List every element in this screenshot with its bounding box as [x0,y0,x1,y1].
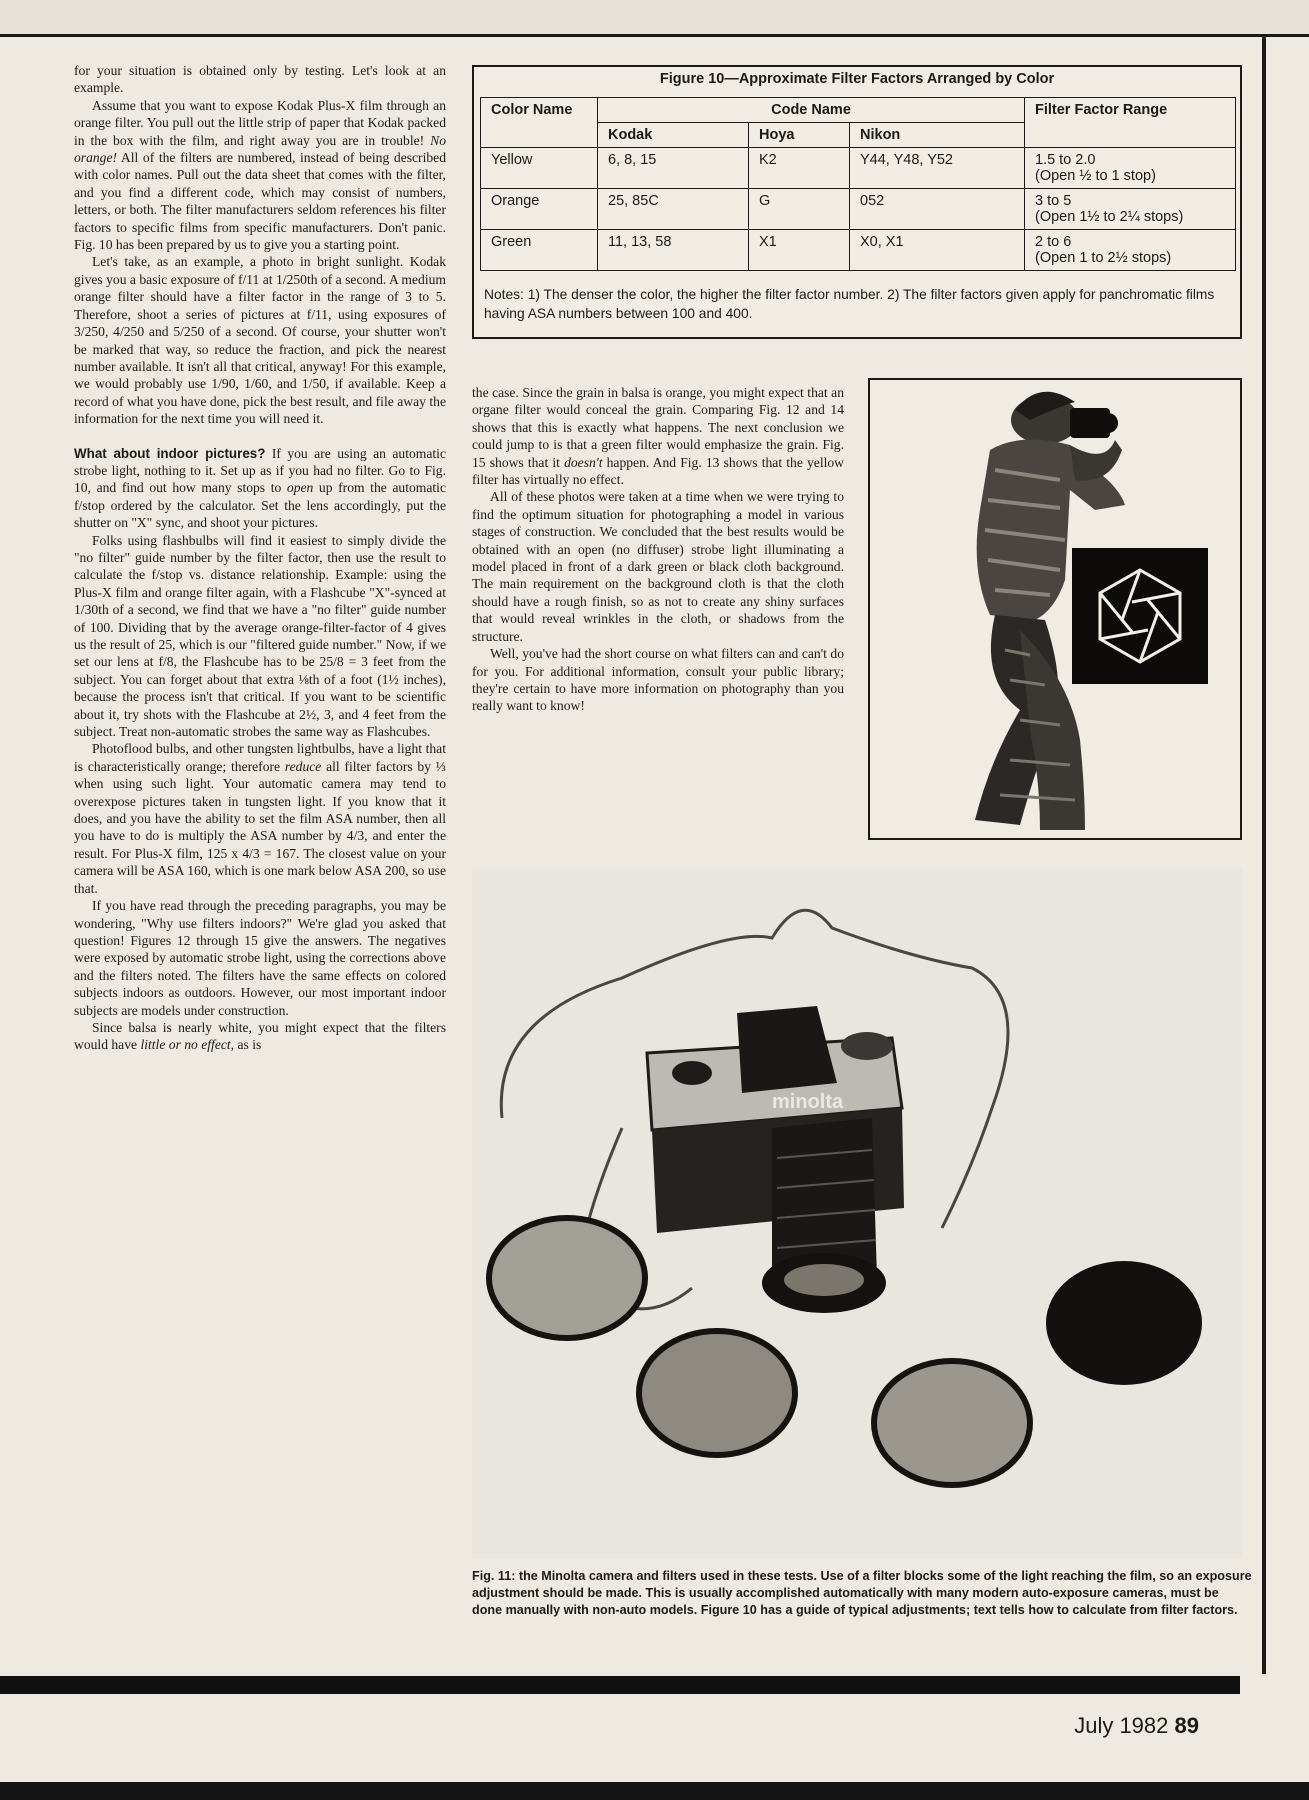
paragraph: Assume that you want to expose Kodak Plus-X film through an orange filter. You pull out the little strip of paper that Kodak packed in the box with the film, and right away you are in trouble! No orange! All of the filters are numbered, instead of being described with color names. Pull out the data sheet that comes with the filter, and you find a different code, which may consist of numbers, letters, or both. The filter manufacturers seldom references his filter factors to specific films from specific manufacturers. Don't panic. Fig. 10 has been prepared by us to give you a starting point. [74,97,446,253]
figure-10-table [472,65,1242,339]
cell-kodak: 11, 13, 58 [598,230,749,271]
cell-kodak: 6, 8, 15 [598,148,749,189]
paragraph: Well, you've had the short course on what filters can and can't do for you. For additional information, consult your public library; they're certain to have more information on photography than you really want to know! [472,646,844,714]
paragraph: Photoflood bulbs, and other tungsten lightbulbs, have a light that is characteristically orange; therefore reduce all filter factors by ⅓ when using such light. Your automatic camera may tend to overexpose pictures taken in tungsten light. If you know that it does, and you have the ability to set the film ASA number, then all you have to do is multiply the ASA number by 4/3, and enter the result. For Plus-X film, 125 x 4/3 = 167. The closest value on your camera will be ASA 160, which is one mark below ASA 200, so use that. [74,741,446,896]
table-notes: Notes: 1) The denser the color, the higher the filter factor number. 2) The filter factors given apply for panchromatic films having ASA numbers between 100 and 400. [484,287,1215,321]
right-rule [1262,34,1266,1674]
camera-brand: minolta [772,1091,844,1113]
paragraph: Since balsa is nearly white, you might expect that the filters would have little or no effect, as is [74,1019,446,1053]
table-row [481,148,1236,189]
paragraph: Folks using flashbulbs will find it easiest to simply divide the "no filter" guide number by the filter factor, then use the result to calculate the f/stop vs. distance relationship. Example: using the Plus-X film and orange filter again, with a Flashcube "X"-synced at 1/30th of a second, we find that we have a "no filter" guide number of 100. Dividing that by the average orange-filter-factor of 4 gives us the result of 25, which is our "filtered guide number." Now, if we set our lens at f/8, the Flashcube has to be 25/8 = 3 feet from the subject. You can forget about that extra ⅛th of a foot (1½ inches), because the process isn't that critical. If you want to be scientific about it, try shots with the Flashcube at 2½, 3, and 4 feet from the subject. Treat non-automatic strobes the same way as Flashcubes. [74,532,446,740]
paragraph: for your situation is obtained only by testing. Let's look at an example. [74,63,446,96]
pentaprism [737,1006,837,1093]
photographer-illustration [868,378,1242,840]
paragraph: If you have read through the preceding paragraphs, you may be wondering, "Why use filters indoors?" We're glad you asked that question! Figures 12 through 15 give the answers. The negatives were exposed by automatic strobe light, using the corrections above and the filters noted. The filters have the same effects on colored subjects indoors as outdoors. However, our most important indoor subjects are models under construction. [74,898,446,1018]
paragraph: the case. Since the grain in balsa is orange, you might expect that an organe filter would conceal the grain. Comparing Fig. 12 and 14 shows that this is exactly what happens. The next conclusion we could jump to is that a green filter would emphasize the grain. Fig. 15 shows that it doesn't happen. And Fig. 13 shows that the yellow filter has virtually no effect. [472,385,844,488]
left-column [74,62,446,1054]
cell-hoya: X1 [749,230,850,271]
cell-kodak: 25, 85C [598,189,749,230]
filter-ring [489,1218,645,1338]
header-factor: Filter Factor Range [1025,98,1236,148]
photographer-figure [870,380,1240,838]
filter-factor-table [480,97,1236,271]
paragraph-indoor: What about indoor pictures? If you are using an automatic strobe light, nothing to it. Set up as if you had no filter. Go to Fig. 10, and find out how many stops to open up from the automatic f/stop ordered by the calculator. Set the lens accordingly, put the shutter on "X" sync, and shoot your pictures. [74,445,446,531]
cell-hoya: G [749,189,850,230]
subheader-hoya: Hoya [749,123,850,148]
cell-color: Green [481,230,598,271]
cell-range: 3 to 5 (Open 1½ to 2¼ stops) [1025,189,1236,230]
cell-range: 2 to 6 (Open 1 to 2½ stops) [1025,230,1236,271]
filter-ring [874,1361,1030,1485]
bottom-edge [0,1782,1309,1800]
filter-ring [639,1331,795,1455]
issue-date: July 1982 [1074,1713,1169,1738]
subheader-kodak: Kodak [598,123,749,148]
page-number: 89 [1174,1713,1199,1738]
cell-nikon: 052 [850,189,1025,230]
figure-caption: Fig. 11: the Minolta camera and filters used in these tests. Use of a filter blocks some of the light reaching the film, so an exposure adjustment should be made. This is usually accomplished automatically with many modern auto-exposure cameras, must be done manually with non-auto models. Figure 10 has a guide of typical adjustments; text tells how to calculate from filter factors. [472,1569,1252,1617]
top-rule [0,34,1309,37]
top-margin [0,0,1309,34]
paragraph: Let's take, as an example, a photo in bright sunlight. Kodak gives you a basic exposure of f/11 at 1/250th of a second. A medium orange filter should have a filter factor in the range of 3 to 5. Therefore, shoot a series of pictures at f/11, using exposures of 3/250, 4/250 and 5/250 of a second. Of course, your shutter won't be marked that way, so reduce the fraction, and pick the nearest number available. It isn't all that critical, anyway! For this example, we would probably use 1/90, 1/60, and 1/50, if available. Keep a record of what you have done, pick the best result, and file away the information for the next time you will need it. [74,254,446,427]
dial [841,1032,893,1060]
cell-nikon: Y44, Y48, Y52 [850,148,1025,189]
cell-hoya: K2 [749,148,850,189]
middle-column [472,384,844,715]
cell-range: 1.5 to 2.0 (Open ½ to 1 stop) [1025,148,1236,189]
header-color: Color Name [481,98,598,148]
camera-photo [472,868,1242,1558]
paragraph: All of these photos were taken at a time when we were trying to find the optimum situation for photographing a model in various stages of construction. We concluded that the best results would be obtained with an open (no diffuser) strobe light illuminating a model placed in front of a dark green or black cloth background. The main requirement on the background cloth is that the cloth should have a rough finish, so as not to create any shiny surfaces that would reveal wrinkles in the cloth, or shadows from the structure. [472,489,844,644]
bottom-rule [0,1676,1240,1694]
table-row [481,189,1236,230]
cell-nikon: X0, X1 [850,230,1025,271]
table-title: Figure 10—Approximate Filter Factors Arranged by Color [659,71,1055,87]
header-code: Code Name [598,98,1025,123]
table-row [481,230,1236,271]
subhead: What about indoor pictures? [74,445,266,461]
cell-color: Yellow [481,148,598,189]
lens-cap [1046,1261,1202,1385]
camera-filters-photo [472,868,1242,1558]
cell-color: Orange [481,189,598,230]
page-footer [1074,1713,1199,1739]
subheader-nikon: Nikon [850,123,1025,148]
dial [672,1061,712,1085]
